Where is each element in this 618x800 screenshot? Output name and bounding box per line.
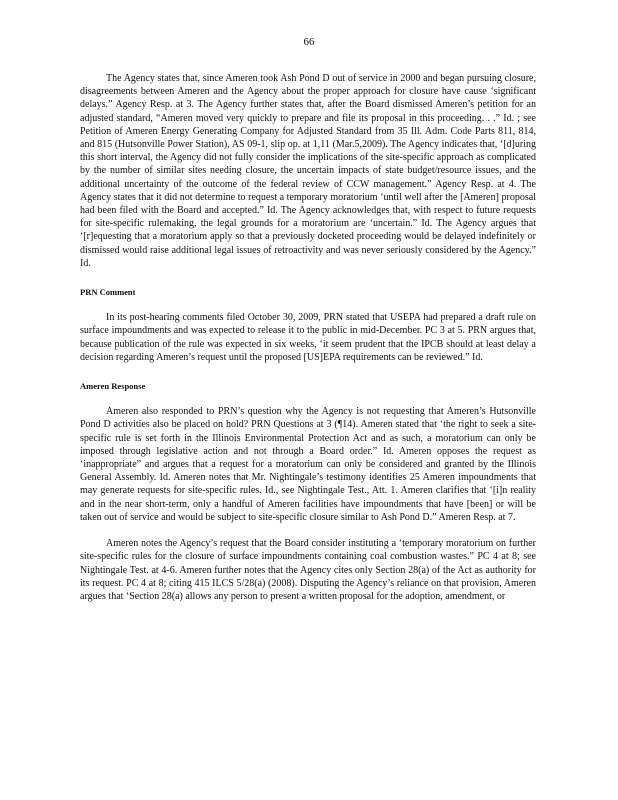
page-number: 66 — [303, 36, 315, 48]
heading-prn-comment — [80, 286, 536, 299]
document-body — [80, 72, 536, 603]
paragraph-ameren-response: Ameren also responded to PRN’s question why the Agency is not requesting that Ameren’s Hutsonville Pond D activities also be placed on hold? PRN Questions at 3 (¶14). Ameren stated that ‘the right to seek a site-specific rule is set forth in the Illinois Environmental Protection Act and as such, a moratorium can only be imposed through legislative action and not through a Board order.” Id. Ameren opposes the request as ‘inappropriate” and argues that a request for a moratorium can only be considered and granted by the Illinois General Assembly. Id. Ameren notes that Mr. Nightingale’s testimony identifies 25 Ameren impoundments that may generate requests for site-specific rules. Id., see Nightingale Test., Att. 1. Ameren clarifies that ‘[i]n reality and in the near short-term, only a handful of Ameren facilities have impoundments that have [been] or will be taken out of service and would be subject to site-specific closure similar to Ash Pond D.” Ameren Resp. at 7. — [80, 406, 536, 523]
heading-ameren-response — [80, 380, 536, 393]
paragraph-agency-statement: The Agency states that, since Ameren took Ash Pond D out of service in 2000 and began pursuing closure, disagreements between Ameren and the Agency about the proper approach for closure have cause ‘significant delays.” Agency Resp. at 3. The Agency further states that, after the Board dismissed Ameren’s petition for an adjusted standard, “Ameren moved very quickly to prepare and file its proposal in this proceeding. . .” Id. ; see Petition of Ameren Energy Generating Company for Adjusted Standard from 35 Ill. Adm. Code Parts 811, 814, and 815 (Hutsonville Power Station), AS 09-1, slip op. at 1,11 (Mar.5,2009). The Agency indicates that, ‘[d]uring this short interval, the Agency did not fully consider the implications of the site-specific approach as complicated by the number of similar sites needing closure, the uncertain impacts of state budget/resource issues, and the additional uncertainty of the outcome of the federal review of CCW management.” Agency Resp. at 4. The Agency states that it did not determine to request a temporary moratorium ‘until well after the [Ameren] proposal had been filed with the Board and accepted.” Id. The Agency acknowledges that, with respect to future requests for site-specific rulemaking, the legal grounds for a moratorium are ‘uncertain.” Id. The Agency argues that ‘[r]equesting that a moratorium apply so that a previously docketed proceeding would be delayed indefinitely or dismissed would raise additional legal issues of retroactivity and was never seriously considered by the Agency.” Id. — [80, 73, 536, 269]
paragraph-ameren-notes: Ameren notes the Agency’s request that the Board consider instituting a ‘temporary moratorium on further site-specific rules for the closure of surface impoundments containing coal combustion wastes.” PC 4 at 8; see Nightingale Test. at 4-6. Ameren further notes that the Agency cites only Section 28(a) of the Act as authority for its request. PC 4 at 8; citing 415 ILCS 5/28(a) (2008). Disputing the Agency’s reliance on that provision, Ameren argues that ‘Section 28(a) allows any person to present a written proposal for the adoption, amendment, or — [80, 538, 536, 602]
heading-prn-comment-text: PRN Comment — [80, 287, 136, 298]
paragraph-prn-comment: In its post-hearing comments filed October 30, 2009, PRN stated that USEPA had prepared a draft rule on surface impoundments and was expected to release it to the public in mid-December. PC 3 at 5. PRN argues that, because publication of the rule was expected in six weeks, ‘it seem prudent that the IPCB should at least delay a decision regarding Ameren’s request until the proposed [US]EPA requirements can be reviewed.” Id. — [80, 312, 536, 363]
heading-ameren-response-text: Ameren Response — [80, 381, 146, 392]
